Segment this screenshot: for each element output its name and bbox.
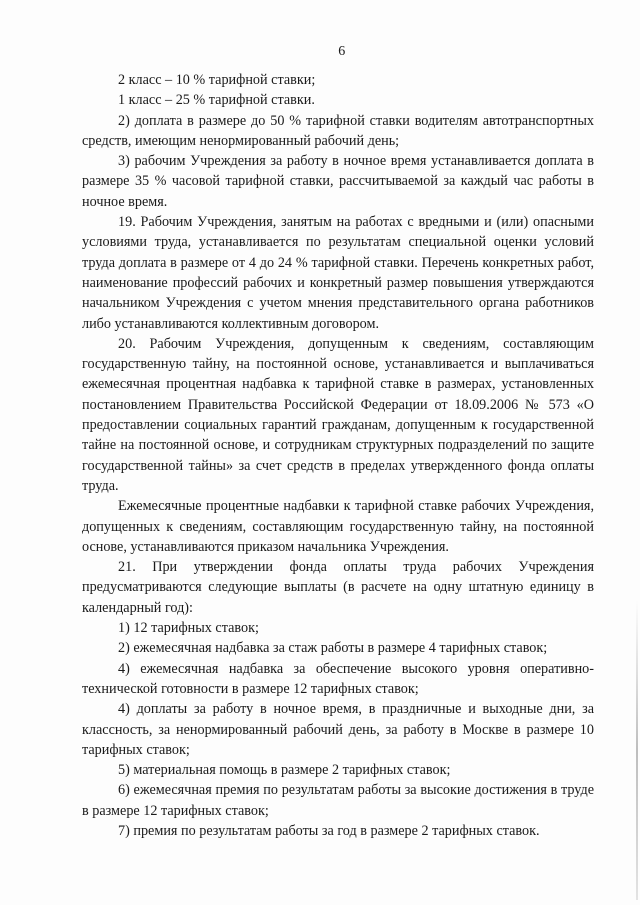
paragraph: 19. Рабочим Учреждения, занятым на работах с вредными и (или) опасными условиями труда, устанавливается по результатам специальной оценки условий труда доплата в размере от 4 до 24 % тарифной ставки. Перечень конкретных работ, наименование профессий рабочих и конкретный размер повышения утверждаются начальником Учреждения с учетом мнения представительного органа работников либо устанавливаются коллективным договором.	[82, 214, 594, 332]
page-number: 6	[338, 44, 346, 59]
list-item: 6) ежемесячная премия по результатам работы за высокие достижения в труде в размере 12 тарифных ставок;	[82, 782, 594, 819]
list-item: 1) 12 тарифных ставок;	[118, 620, 259, 637]
paragraph: 1 класс – 25 % тарифной ставки.	[118, 92, 315, 109]
paragraph: 20. Рабочим Учреждения, допущенным к сведениям, составляющим государственную тайну, на постоянной основе, устанавливается и выплачиваться ежемесячная процентная надбавка к тарифной ставке в размерах, установленных постановлением Правительства Российской Федерации от 18.09.2006 № 573 «О предоставлении социальных гарантий гражданам, допущенным к государственной тайне на постоянной основе, и сотрудникам структурных подразделений по защите государственной тайны» за счет средств в пределах утвержденного фонда оплаты труда.	[82, 335, 594, 494]
list-item: 7) премия по результатам работы за год в размере 2 тарифных ставок.	[118, 822, 540, 839]
paragraph: 21. При утверждении фонда оплаты труда рабочих Учреждения предусматриваются следующие выплаты (в расчете на одну штатную единицу в календарный год):	[82, 559, 594, 616]
paragraph: 2 класс – 10 % тарифной ставки;	[118, 72, 316, 88]
paragraph: 2) доплата в размере до 50 % тарифной ставки водителям автотранспортных средств, имеющим ненормированный рабочий день;	[82, 112, 594, 149]
paragraph: 3) рабочим Учреждения за работу в ночное время устанавливается доплата в размере 35 % часовой тарифной ставки, рассчитываемой за каждый час работы в ночное время.	[82, 153, 594, 210]
list-item: 5) материальная помощь в размере 2 тарифных ставок;	[118, 762, 451, 779]
document-body	[82, 70, 594, 841]
list-item: 4) ежемесячная надбавка за обеспечение высокого уровня оперативно-технической готовности в размере 12 тарифных ставок;	[82, 660, 594, 697]
list-item: 4) доплаты за работу в ночное время, в праздничные и выходные дни, за классность, за ненормированный рабочий день, за работу в Москве в размере 10 тарифных ставок;	[82, 701, 594, 758]
list-item: 2) ежемесячная надбавка за стаж работы в размере 4 тарифных ставок;	[118, 640, 548, 657]
paragraph: Ежемесячные процентные надбавки к тарифной ставке рабочих Учреждения, допущенных к сведениям, составляющим государственную тайну, на постоянной основе, устанавливаются приказом начальника Учреждения.	[82, 498, 594, 555]
scan-edge-shadow	[636, 600, 638, 900]
